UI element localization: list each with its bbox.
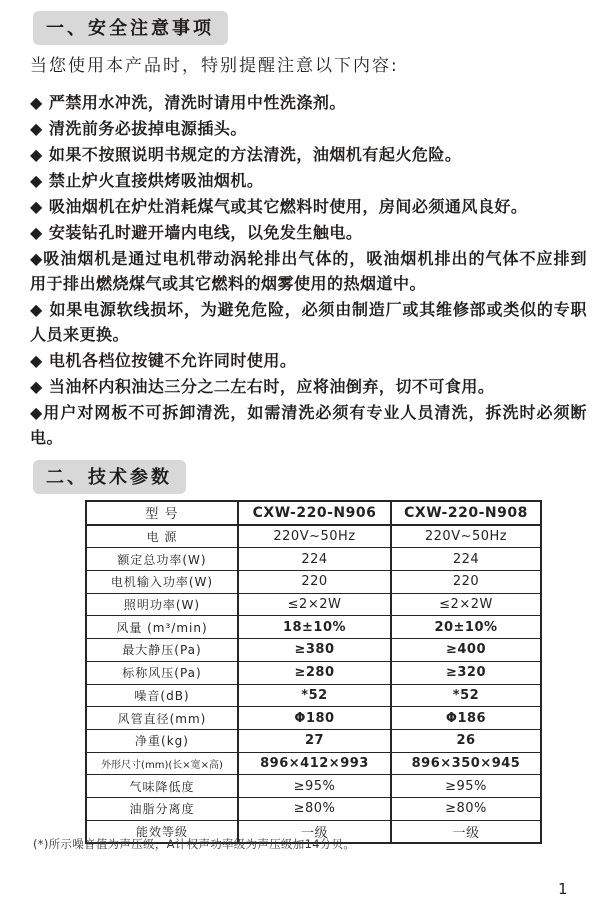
- spec-value-n906: CXW-220-N906: [238, 501, 391, 525]
- spec-row-air-volume: [86, 616, 541, 639]
- spec-value-n908: 220V~50Hz: [391, 525, 541, 548]
- section-specs-title: 二、技术参数: [46, 467, 172, 488]
- spec-row-dimensions: [86, 752, 541, 775]
- safety-item: ◆吸油烟机是通过电机带动涡轮排出气体的，吸油烟机排出的气体不应排到用于排出燃烧煤气或其它燃料的烟雾使用的热烟道中。: [30, 249, 587, 293]
- spec-label-cell: 最大静压(Pa): [86, 639, 238, 662]
- spec-row-motor-input-power: [86, 571, 541, 594]
- spec-label-cell: 电机输入功率(W): [86, 571, 238, 594]
- safety-item: ◆用户对网板不可拆卸清洗，如需清洗必须有专业人员清洗，拆洗时必须断电。: [30, 403, 587, 447]
- spec-value-n906: 224: [238, 548, 391, 571]
- spec-value-n908: ≥80%: [391, 797, 541, 820]
- spec-row-noise: [86, 684, 541, 707]
- spec-value-n908: ≥95%: [391, 775, 541, 798]
- spec-value-n908: 224: [391, 548, 541, 571]
- spec-row-model: [86, 501, 541, 525]
- spec-value-n908: *52: [391, 684, 541, 707]
- spec-row-power-supply: [86, 525, 541, 548]
- spec-row-duct-diameter: [86, 707, 541, 730]
- spec-value-n906: 一级: [238, 820, 391, 843]
- spec-value-n906: 27: [238, 729, 391, 752]
- spec-value-n908: ≤2×2W: [391, 593, 541, 616]
- spec-value-n908: ≥400: [391, 639, 541, 662]
- spec-value-n908: 896×350×945: [391, 752, 541, 775]
- safety-item: ◆ 电机各档位按键不允许同时使用。: [30, 351, 297, 370]
- spec-label-cell: 风管直径(mm): [86, 707, 238, 730]
- spec-value-n906: 220: [238, 571, 391, 594]
- spec-value-n906: ≥95%: [238, 775, 391, 798]
- spec-table: [85, 500, 542, 844]
- spec-label-cell: 净重(kg): [86, 729, 238, 752]
- spec-value-n906: 18±10%: [238, 616, 391, 639]
- spec-row-odor-reduction: [86, 775, 541, 798]
- spec-value-n908: ≥320: [391, 661, 541, 684]
- safety-intro-text: 当您使用本产品时，特别提醒注意以下内容:: [30, 56, 399, 76]
- spec-value-n906: 220V~50Hz: [238, 525, 391, 548]
- spec-value-n906: Φ180: [238, 707, 391, 730]
- spec-label-cell: 标称风压(Pa): [86, 661, 238, 684]
- spec-row-grease-separation: [86, 797, 541, 820]
- safety-item: ◆ 禁止炉火直接烘烤吸油烟机。: [30, 171, 264, 190]
- spec-value-n906: ≥280: [238, 661, 391, 684]
- spec-row-max-static-pressure: [86, 639, 541, 662]
- section-specs-header: [33, 460, 186, 494]
- spec-value-n906: ≥80%: [238, 797, 391, 820]
- safety-item: ◆ 清洗前务必拔掉电源插头。: [30, 119, 247, 138]
- spec-row-nominal-wind-pressure: [86, 661, 541, 684]
- spec-label-cell: 照明功率(W): [86, 593, 238, 616]
- safety-item: ◆ 安装钻孔时避开墙内电线，以免发生触电。: [30, 223, 363, 242]
- safety-item: ◆ 如果不按照说明书规定的方法清洗，油烟机有起火危险。: [30, 145, 462, 164]
- spec-value-n908: 一级: [391, 820, 541, 843]
- spec-value-n908: 26: [391, 729, 541, 752]
- spec-value-n908: CXW-220-N908: [391, 501, 541, 525]
- spec-label-cell: 外形尺寸(mm)(长×宽×高): [86, 752, 238, 775]
- spec-label-cell: 额定总功率(W): [86, 548, 238, 571]
- spec-label-cell: 电 源: [86, 525, 238, 548]
- spec-value-n906: 896×412×993: [238, 752, 391, 775]
- safety-item: ◆ 吸油烟机在炉灶消耗煤气或其它燃料时使用，房间必须通风良好。: [30, 197, 528, 216]
- section-safety-title: 一、安全注意事项: [46, 18, 214, 39]
- noise-footnote: (*)所示噪音值为声压级，A计权声功率级为声压级加14分贝。: [33, 837, 356, 851]
- spec-row-net-weight: [86, 729, 541, 752]
- spec-row-lighting-power: [86, 593, 541, 616]
- spec-value-n906: ≤2×2W: [238, 593, 391, 616]
- spec-value-n906: ≥380: [238, 639, 391, 662]
- safety-item: ◆ 严禁用水冲洗，清洗时请用中性洗涤剂。: [30, 93, 346, 112]
- spec-value-n908: Φ186: [391, 707, 541, 730]
- spec-label-cell: 气味降低度: [86, 775, 238, 798]
- spec-row-rated-power: [86, 548, 541, 571]
- spec-label-cell: 油脂分离度: [86, 797, 238, 820]
- spec-value-n908: 20±10%: [391, 616, 541, 639]
- spec-label-cell: 风量 (m³/min): [86, 616, 238, 639]
- section-safety-header: [33, 11, 228, 45]
- spec-label-cell: 型 号: [86, 501, 238, 525]
- safety-list: [30, 90, 587, 451]
- spec-value-n906: *52: [238, 684, 391, 707]
- safety-item: ◆ 如果电源软线损坏，为避免危险，必须由制造厂或其维修部或类似的专职人员来更换。: [30, 300, 587, 344]
- spec-value-n908: 220: [391, 571, 541, 594]
- spec-label-cell: 能效等级: [86, 820, 238, 843]
- page-number: 1: [558, 880, 568, 898]
- safety-item: ◆ 当油杯内积油达三分之二左右时，应将油倒弃，切不可食用。: [30, 377, 495, 396]
- spec-label-cell: 噪音(dB): [86, 684, 238, 707]
